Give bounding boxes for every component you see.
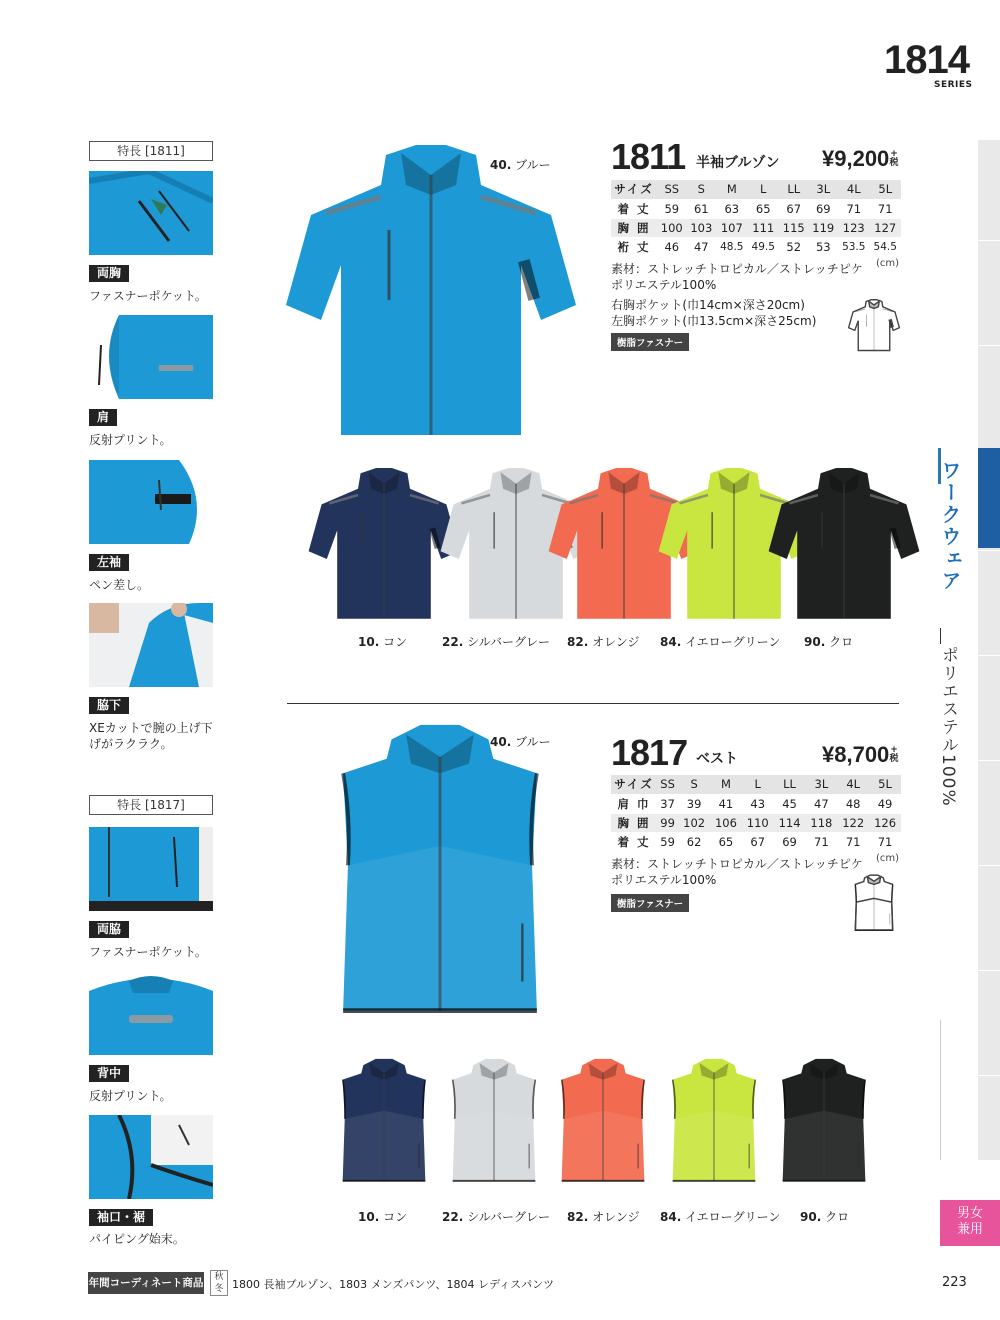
material-tick [940, 628, 941, 644]
table-row [611, 794, 901, 813]
product-1811-price: ¥9,200 [822, 146, 890, 171]
product-1811-number: 1811 [611, 136, 686, 177]
table-cell: 61 [687, 199, 717, 218]
unisex-badge-line2: 兼用 [956, 1222, 983, 1237]
feature-image-left-sleeve [89, 460, 213, 544]
table-cell: 107 [716, 218, 747, 237]
product-1817-price: ¥8,700 [822, 742, 890, 767]
product-1817-tax [888, 746, 900, 764]
feature-tag-left-sleeve: 左袖 [89, 554, 129, 571]
table-cell: 123 [838, 218, 869, 237]
product-1817-main-image [290, 720, 590, 1030]
feature-image-underarm [89, 603, 213, 687]
variant-code: 82. [567, 1210, 589, 1224]
row-label: 胸 囲 [611, 813, 657, 832]
table-cell: 47 [805, 794, 837, 813]
product-1817-variant-caption [567, 1208, 640, 1225]
feature-image-shoulder [89, 315, 213, 399]
unisex-badge-line1: 男女 [956, 1206, 983, 1221]
row-label: 着 丈 [611, 199, 657, 218]
footer-coordinate-list: 1800 長袖ブルゾン、1803 メンズパンツ、1804 レディスパンツ [232, 1278, 555, 1291]
table-row [611, 832, 901, 851]
feature-tag-underarm: 脇下 [89, 697, 129, 714]
variant-code: 82. [567, 635, 589, 649]
table-cell: 37 [657, 794, 678, 813]
table-cell: 53 [809, 237, 839, 256]
size-col: LL [779, 180, 809, 199]
size-col: S [678, 775, 710, 794]
table-cell: 52 [779, 237, 809, 256]
product-1817-name: ベスト [696, 751, 738, 767]
table-cell: 122 [837, 813, 869, 832]
variant-code: 90. [800, 1210, 822, 1224]
index-tab-strip [978, 140, 1000, 1160]
table-cell: 67 [742, 832, 774, 851]
product-1817-variant-caption [660, 1208, 780, 1225]
table-cell: 49.5 [748, 237, 779, 256]
product-1811-tax [888, 150, 900, 168]
row-label: 裄 丈 [611, 237, 657, 256]
table-cell: 41 [710, 794, 742, 813]
season-mark [210, 1270, 228, 1296]
product-1817-main-color-code: 40. [490, 735, 512, 749]
variant-name: クロ [825, 1210, 850, 1224]
table-cell: 103 [687, 218, 717, 237]
variant-code: 22. [442, 1210, 464, 1224]
product-1817-fastener-tag: 樹脂ファスナー [611, 894, 689, 912]
feature-tag-side: 両脇 [89, 921, 129, 938]
spec-line: ポリエステル100% [611, 873, 717, 887]
spec-line: 左胸ポケット(巾13.5cm×深さ25cm) [611, 314, 817, 328]
size-col: 5L [869, 180, 901, 199]
table-cell: 54.5 [869, 237, 901, 256]
product-1817-line-drawing [846, 874, 902, 934]
feature-desc-left-sleeve: ペン差し。 [89, 578, 150, 592]
table-row [611, 218, 901, 237]
table-cell: 71 [805, 832, 837, 851]
feature-desc-shoulder: 反射プリント。 [89, 433, 172, 447]
size-col: M [716, 180, 747, 199]
product-1817-variant-black[interactable] [762, 1040, 886, 1206]
variant-code: 10. [358, 1210, 380, 1224]
table-cell: 110 [742, 813, 774, 832]
feature-desc-chest: ファスナーポケット。 [89, 289, 207, 303]
table-cell: 43 [742, 794, 774, 813]
product-1811-main-image [281, 135, 581, 455]
product-1811-variant-caption [804, 633, 853, 650]
product-1817-variant-caption [800, 1208, 849, 1225]
product-1811-unit: (cm) [876, 258, 900, 269]
table-cell: 71 [869, 199, 901, 218]
footer-coordinate-tag: 年間コーディネート商品 [88, 1272, 204, 1294]
table-cell: 99 [657, 813, 678, 832]
size-header: サイズ [611, 180, 657, 199]
table-cell: 62 [678, 832, 710, 851]
spec-line: 素材：ストレッチトロピカル／ストレッチピケ [611, 857, 863, 871]
feature-tag-cuff: 袖口・裾 [89, 1209, 153, 1226]
product-1811-main-color-code: 40. [490, 158, 512, 172]
tax-label: 税 [889, 754, 899, 764]
table-cell: 119 [809, 218, 839, 237]
table-cell: 46 [657, 237, 687, 256]
series-number: 1814 [884, 38, 969, 82]
table-cell: 118 [805, 813, 837, 832]
spec-line: ポリエステル100% [611, 278, 717, 292]
product-1817-unit: (cm) [876, 853, 900, 864]
table-cell: 106 [710, 813, 742, 832]
table-cell: 114 [774, 813, 806, 832]
size-col: 4L [838, 180, 869, 199]
product-1811-variant-black[interactable] [766, 462, 922, 630]
size-col: S [687, 180, 717, 199]
row-label: 肩 巾 [611, 794, 657, 813]
size-col: M [710, 775, 742, 794]
variant-name: コン [383, 635, 408, 649]
product-1811-variant-caption [442, 633, 550, 650]
product-1811-fastener-tag: 樹脂ファスナー [611, 333, 689, 351]
product-1817-variant-navy[interactable] [322, 1040, 446, 1206]
section-divider [287, 703, 899, 704]
table-cell: 126 [869, 813, 901, 832]
product-1817-size-table [611, 775, 901, 852]
feature-desc-underarm: XEカットで腕の上げ下げがラクラク。 [89, 721, 213, 751]
variant-code: 84. [660, 1210, 682, 1224]
table-cell: 71 [869, 832, 901, 851]
size-col: 5L [869, 775, 901, 794]
variant-name: シルバーグレー [467, 635, 550, 649]
table-cell: 65 [748, 199, 779, 218]
variant-code: 84. [660, 635, 682, 649]
spec-line: 右胸ポケット(巾14cm×深さ20cm) [611, 298, 805, 312]
table-cell: 102 [678, 813, 710, 832]
table-cell: 53.5 [838, 237, 869, 256]
size-col: SS [657, 775, 678, 794]
series-label: SERIES [934, 80, 973, 90]
table-cell: 48.5 [716, 237, 747, 256]
product-1817-number: 1817 [611, 732, 688, 773]
product-1817-spec [611, 856, 863, 888]
tax-plus: + [890, 745, 898, 755]
table-cell: 47 [687, 237, 717, 256]
season-autumn: 秋 [214, 1272, 224, 1282]
variant-name: オレンジ [592, 635, 640, 649]
variant-code: 90. [804, 635, 826, 649]
product-1811-line-drawing [846, 298, 902, 354]
size-col: 3L [809, 180, 839, 199]
feature-image-side-pocket [89, 827, 213, 911]
product-1811-variant-caption [358, 633, 407, 650]
product-1817-variant-caption [358, 1208, 407, 1225]
table-row [611, 199, 901, 218]
index-tab-active[interactable] [978, 448, 1000, 548]
tax-plus: + [890, 149, 898, 159]
table-cell: 71 [838, 199, 869, 218]
table-row [611, 237, 901, 256]
feature-desc-side: ファスナーポケット。 [89, 945, 207, 959]
table-cell: 69 [774, 832, 806, 851]
row-label: 着 丈 [611, 832, 657, 851]
product-1817-variant-yellow-green[interactable] [652, 1040, 776, 1206]
table-cell: 63 [716, 199, 747, 218]
table-cell: 69 [809, 199, 839, 218]
product-1811-main-color [490, 156, 551, 173]
spec-line: 素材：ストレッチトロピカル／ストレッチピケ [611, 262, 863, 276]
variant-name: イエローグリーン [685, 1210, 781, 1224]
feature-desc-cuff: パイピング始末。 [89, 1232, 185, 1246]
product-1817-main-color [490, 733, 551, 750]
season-winter: 冬 [214, 1284, 224, 1294]
size-col: 3L [805, 775, 837, 794]
variant-name: シルバーグレー [467, 1210, 550, 1224]
feature-image-chest-pocket [89, 171, 213, 255]
table-cell: 100 [657, 218, 687, 237]
features-1817-header: 特長 [1817] [89, 795, 213, 815]
material-label: ポリエステル100% [938, 646, 958, 807]
table-cell: 49 [869, 794, 901, 813]
table-row [611, 813, 901, 832]
product-1811-variant-caption [567, 633, 640, 650]
size-col: L [742, 775, 774, 794]
table-cell: 71 [837, 832, 869, 851]
feature-tag-shoulder: 肩 [89, 409, 117, 426]
table-cell: 39 [678, 794, 710, 813]
size-col: 4L [837, 775, 869, 794]
tax-label: 税 [889, 158, 899, 168]
product-1817-variant-caption [442, 1208, 550, 1225]
product-1817-main-color-name: ブルー [515, 735, 551, 749]
variant-code: 22. [442, 635, 464, 649]
feature-tag-back: 背中 [89, 1065, 129, 1082]
variant-name: コン [383, 1210, 408, 1224]
variant-name: オレンジ [592, 1210, 640, 1224]
table-cell: 48 [837, 794, 869, 813]
row-label: 胸 囲 [611, 218, 657, 237]
product-1817-variant-orange[interactable] [541, 1040, 665, 1206]
table-cell: 115 [779, 218, 809, 237]
table-cell: 111 [748, 218, 779, 237]
table-cell: 67 [779, 199, 809, 218]
product-1811-spec [611, 261, 863, 329]
category-label: ワークウェア [938, 460, 962, 592]
product-1811-main-color-name: ブルー [515, 158, 551, 172]
variant-name: クロ [829, 635, 854, 649]
size-header-row [611, 180, 901, 199]
size-col: L [748, 180, 779, 199]
features-1811-header: 特長 [1811] [89, 141, 213, 161]
unisex-badge [940, 1200, 1000, 1246]
variant-name: イエローグリーン [685, 635, 781, 649]
variant-code: 10. [358, 635, 380, 649]
feature-tag-chest: 両胸 [89, 265, 129, 282]
page-number: 223 [942, 1275, 967, 1290]
size-header-row [611, 775, 901, 794]
size-col: SS [657, 180, 687, 199]
table-cell: 65 [710, 832, 742, 851]
feature-desc-back: 反射プリント。 [89, 1089, 172, 1103]
table-cell: 59 [657, 832, 678, 851]
product-1811-variant-caption [660, 633, 780, 650]
table-cell: 59 [657, 199, 687, 218]
feature-image-cuff-hem [89, 1115, 213, 1199]
product-1817-variant-silver[interactable] [432, 1040, 556, 1206]
product-1811-size-table [611, 180, 901, 257]
table-cell: 45 [774, 794, 806, 813]
feature-image-back [89, 971, 213, 1055]
table-cell: 127 [869, 218, 901, 237]
size-header: サイズ [611, 775, 657, 794]
size-col: LL [774, 775, 806, 794]
product-1811-name: 半袖ブルゾン [696, 155, 780, 171]
side-rule [940, 1020, 941, 1160]
